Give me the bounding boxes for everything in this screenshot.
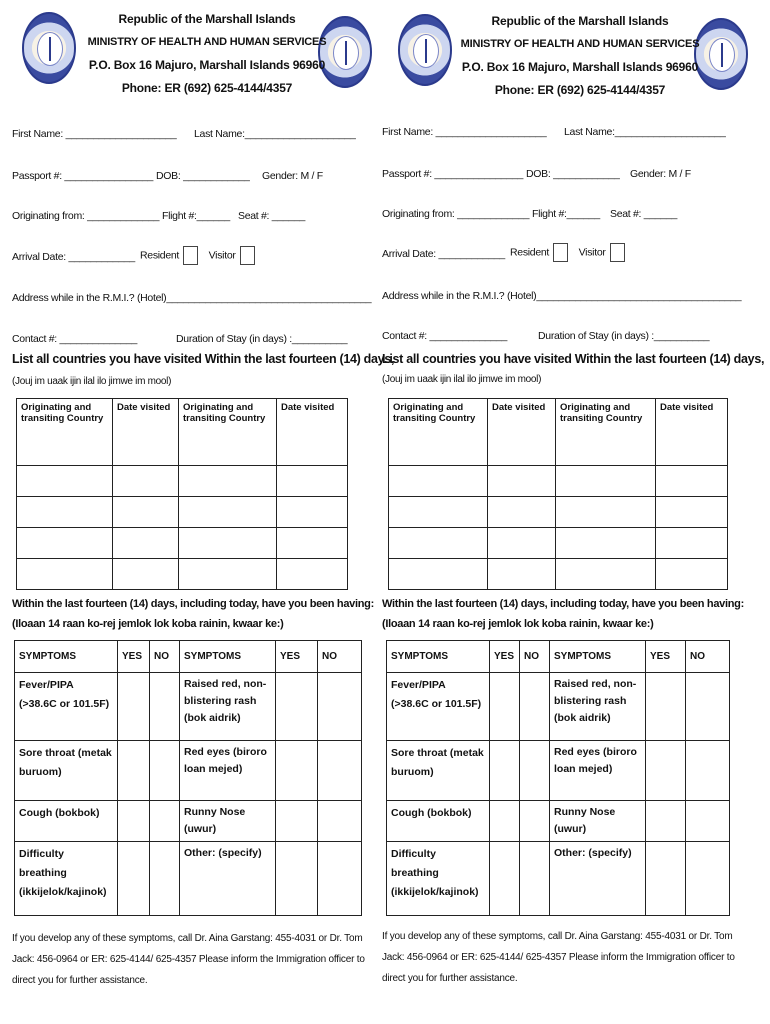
ministry-seal-left: [22, 12, 76, 84]
visitor-checkbox[interactable]: [240, 246, 255, 265]
first-name-field[interactable]: First Name: ____________________: [382, 126, 547, 138]
passport-field[interactable]: Passport #: ________________: [12, 170, 154, 182]
gender-field[interactable]: Gender: M / F: [262, 170, 323, 182]
symptoms-subtitle: (Iloaan 14 raan ko-rej jemlok lok koba rainin, kwaar ke:): [12, 618, 284, 630]
symptoms-subtitle: (Iloaan 14 raan ko-rej jemlok lok koba rainin, kwaar ke:): [382, 618, 654, 630]
originating-field[interactable]: Originating from: _____________: [12, 210, 160, 222]
symptoms-title: Within the last fourteen (14) days, including today, have you been having:: [382, 598, 744, 610]
countries-title: List all countries you have visited Within the last fourteen (14) days,: [12, 352, 395, 366]
ministry-seal-right: [398, 14, 452, 86]
countries-subtitle: (Jouj im uaak ijin ilal ilo jimwe im mool): [382, 374, 542, 385]
flight-field[interactable]: Flight #:______: [532, 208, 600, 220]
resident-checkbox[interactable]: [183, 246, 198, 265]
flight-field[interactable]: Flight #:______: [162, 210, 230, 222]
resident-checkbox[interactable]: [553, 243, 568, 262]
countries-table: Originating and transiting Country Date visited Originating and transiting Country Date visited: [16, 398, 348, 590]
form-right: [380, 0, 765, 1024]
resident-option[interactable]: Resident Visitor: [140, 246, 263, 265]
dob-field[interactable]: DOB: ____________: [156, 170, 250, 182]
visitor-checkbox[interactable]: [610, 243, 625, 262]
passport-field[interactable]: Passport #: ________________: [382, 168, 524, 180]
form-header: Republic of the Marshall Islands MINISTRY OF HEALTH AND HUMAN SERVICES P.O. Box 16 Majuro, Marshall Islands 96960 Phone: ER (692) 625-4144/4357: [87, 12, 327, 95]
last-name-field[interactable]: Last Name:____________________: [194, 128, 356, 140]
seat-field[interactable]: Seat #: ______: [610, 208, 678, 220]
contact-field[interactable]: Contact #: ______________: [12, 333, 138, 345]
duration-field[interactable]: Duration of Stay (in days) :__________: [538, 330, 710, 342]
duration-field[interactable]: Duration of Stay (in days) :__________: [176, 333, 348, 345]
last-name-field[interactable]: Last Name:____________________: [564, 126, 726, 138]
arrival-date-field[interactable]: Arrival Date: ____________: [12, 251, 135, 263]
resident-option[interactable]: Resident Visitor: [510, 243, 633, 262]
footer-note: If you develop any of these symptoms, call Dr. Aina Garstang: 455-4031 or Dr. Tom Jack: 456-0964 or ER: 625-4144/ 625-4357 Please inform the Immigration officer to direct you for further assistance.: [12, 933, 365, 986]
symptoms-table: SYMPTOMS YES NO SYMPTOMS YES NO Fever/PIPA (>38.6C or 101.5F) Raised red, non-blistering rash (bok aidrik) Sore throat (metak buruom) Red eyes (biroro loan mejed) Cough (bokbok) Runny Nose (uwur) Difficulty breathing (ikkijelok/kajinok) Other: (specify): [14, 640, 362, 916]
symptoms-table: SYMPTOMS YES NO SYMPTOMS YES NO Fever/PIPA (>38.6C or 101.5F) Raised red, non-blistering rash (bok aidrik) Sore throat (metak buruom) Red eyes (biroro loan mejed) Cough (bokbok) Runny Nose (uwur) Difficulty breathing (ikkijelok/kajinok) Other: (specify): [386, 640, 730, 916]
symptoms-title: Within the last fourteen (14) days, including today, have you been having:: [12, 598, 374, 610]
gender-field[interactable]: Gender: M / F: [630, 168, 691, 180]
national-seal-right: [694, 18, 748, 90]
first-name-field[interactable]: First Name: ____________________: [12, 128, 177, 140]
dob-field[interactable]: DOB: ____________: [526, 168, 620, 180]
seat-field[interactable]: Seat #: ______: [238, 210, 306, 222]
address-field[interactable]: Address while in the R.M.I.? (Hotel)_____________________________________: [382, 290, 742, 302]
arrival-date-field[interactable]: Arrival Date: ____________: [382, 248, 505, 260]
form-header-right: Republic of the Marshall Islands MINISTRY OF HEALTH AND HUMAN SERVICES P.O. Box 16 Majuro, Marshall Islands 96960 Phone: ER (692) 625-4144/4357: [460, 14, 700, 97]
countries-title: List all countries you have visited Within the last fourteen (14) days,: [382, 352, 765, 366]
contact-field[interactable]: Contact #: ______________: [382, 330, 508, 342]
countries-table: Originating and transiting Country Date visited Originating and transiting Country Date visited: [388, 398, 728, 590]
address-field[interactable]: Address while in the R.M.I.? (Hotel)_____________________________________: [12, 292, 372, 304]
originating-field[interactable]: Originating from: _____________: [382, 208, 530, 220]
footer-note: If you develop any of these symptoms, call Dr. Aina Garstang: 455-4031 or Dr. Tom Jack: 456-0964 or ER: 625-4144/ 625-4357 Please inform the Immigration officer to direct you for further assistance.: [382, 931, 735, 984]
countries-subtitle: (Jouj im uaak ijin ilal ilo jimwe im mool): [12, 376, 172, 387]
